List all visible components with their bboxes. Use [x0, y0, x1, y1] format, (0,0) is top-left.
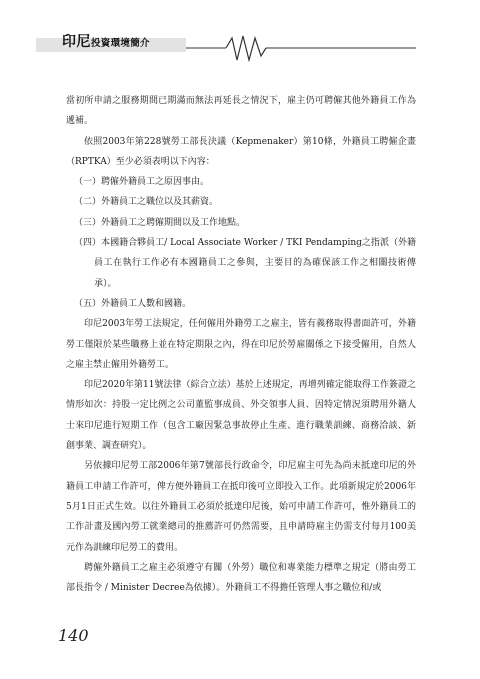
page-number: 140	[58, 626, 89, 645]
paragraph: 聘僱外籍員工之雇主必須遵守有關（外勞）職位和專業能力標準之規定（將由勞工部長指令 / Minister Decree為依據）。外籍員工不得擔任管理人事之職位和/或	[66, 562, 416, 594]
paragraph: 另依據印尼勞工部2006年第7號部長行政命令，印尼雇主可先為尚未抵達印尼的外籍員工申請工作許可，俾方便外籍員工在抵印後可立即投入工作。此項新規定於2006年5月1日正式生效。以往外籍員工必須於抵達印尼後，始可申請工作許可，惟外籍員工的工作計畫及國內勞工就業總司的推薦許可仍然需要，且申請時雇主仍需支付每月100美元作為訓練印尼勞工的費用。	[66, 461, 416, 553]
body-text	[66, 91, 416, 598]
paragraph: 當初所申請之服務期間已期滿而無法再延長之情況下，雇主仍可聘僱其他外籍員工作為遞補。	[66, 96, 416, 127]
list-item: （五）外籍員工人數和國籍。	[74, 298, 192, 309]
list-item: （四）本國籍合夥員工/ Local Associate Worker / TKI Pendamping之指派（外籍員工在執行工作必有本國籍員工之參與，主要目的為確保該工作之相關技術傳承）。	[74, 238, 416, 289]
paragraph: 依照2003年第228號勞工部長決議（Kepmenaker）第10條，外籍員工聘僱企畫（RPTKA）至少必須表明以下內容：	[66, 136, 416, 167]
list-item: （三）外籍員工之聘僱期間以及工作地點。	[74, 217, 246, 228]
list-item: （一）聘僱外籍員工之原因事由。	[74, 177, 210, 188]
paragraph: 印尼2003年勞工法規定，任何僱用外籍勞工之雇主，皆有義務取得書面許可，外籍勞工僅限於某些職務上並在特定期限之內，得在印尼於勞雇關係之下接受僱用，自然人之雇主禁止僱用外籍勞工。	[66, 319, 416, 370]
header-title-sub: 投資環境簡介	[91, 38, 150, 49]
running-header	[0, 30, 480, 70]
header-title-main: 印尼	[62, 34, 91, 50]
list-item: （二）外籍員工之職位以及其薪資。	[74, 197, 219, 208]
paragraph: 印尼2020年第11號法律（綜合立法）基於上述規定，再增列確定能取得工作簽證之情形如次：持股一定比例之公司董監事成員、外交領事人員、因特定情況須聘用外籍人士來印尼進行短期工作（包含工廠因緊急事故停止生產、進行職業訓練、商務洽談、新創事業、調查研究）。	[66, 380, 416, 452]
header-title	[62, 31, 150, 51]
